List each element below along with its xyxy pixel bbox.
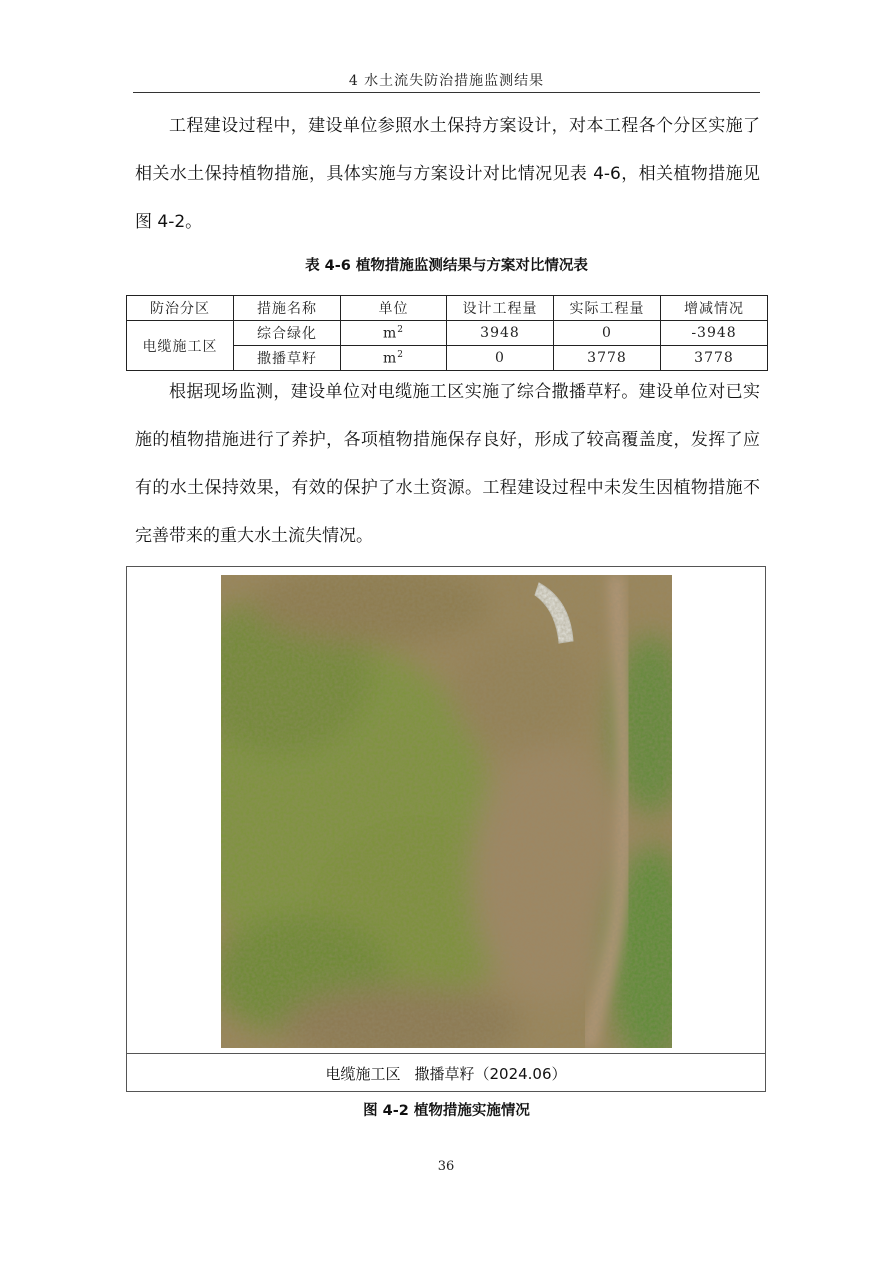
unit-text: m <box>382 350 398 367</box>
measure-cell: 综合绿化 <box>234 321 341 346</box>
actual-quantity-cell: 3778 <box>554 346 661 371</box>
change-cell: -3948 <box>661 321 768 346</box>
column-header: 实际工程量 <box>554 296 661 321</box>
zone-cell: 电缆施工区 <box>127 321 234 371</box>
figure-frame <box>126 566 766 1092</box>
column-header: 设计工程量 <box>447 296 554 321</box>
unit-text: m <box>382 325 398 342</box>
column-header: 防治分区 <box>127 296 234 321</box>
column-header: 单位 <box>341 296 447 321</box>
plant-measures-table <box>126 295 768 371</box>
unit-cell <box>341 346 447 371</box>
aerial-vegetation-photo <box>221 575 672 1048</box>
photo-caption-measure: 撒播草籽（2024.06） <box>414 1065 567 1083</box>
unit-exponent: 2 <box>397 349 404 360</box>
measure-cell: 撒播草籽 <box>234 346 341 371</box>
page-number: 36 <box>437 1159 455 1174</box>
table-row <box>127 321 768 346</box>
column-header: 措施名称 <box>234 296 341 321</box>
body-paragraph-monitoring: 根据现场监测，建设单位对电缆施工区实施了综合撒播草籽。建设单位对已实施的植物措施进行了养护，各项植物措施保存良好，形成了较高覆盖度，发挥了应有的水土保持效果，有效的保护了水土资源。工程建设过程中未发生因植物措施不完善带来的重大水土流失情况。 <box>135 382 760 546</box>
unit-cell <box>341 321 447 346</box>
photo-caption <box>127 1063 765 1084</box>
table-header-row <box>127 296 768 321</box>
body-paragraph-intro: 工程建设过程中，建设单位参照水土保持方案设计，对本工程各个分区实施了相关水土保持植物措施，具体实施与方案设计对比情况见表 4-6，相关植物措施见图 4-2。 <box>135 116 760 232</box>
column-header: 增减情况 <box>661 296 768 321</box>
actual-quantity-cell: 0 <box>554 321 661 346</box>
design-quantity-cell: 3948 <box>447 321 554 346</box>
table-caption: 表 4-6 植物措施监测结果与方案对比情况表 <box>305 258 588 274</box>
unit-exponent: 2 <box>397 324 404 335</box>
figure-divider <box>127 1053 765 1054</box>
design-quantity-cell: 0 <box>447 346 554 371</box>
change-cell: 3778 <box>661 346 768 371</box>
header-rule <box>133 92 760 93</box>
running-header: 4 水土流失防治措施监测结果 <box>348 73 545 89</box>
photo-caption-area: 电缆施工区 <box>325 1065 401 1083</box>
figure-caption: 图 4-2 植物措施实施情况 <box>363 1103 530 1119</box>
